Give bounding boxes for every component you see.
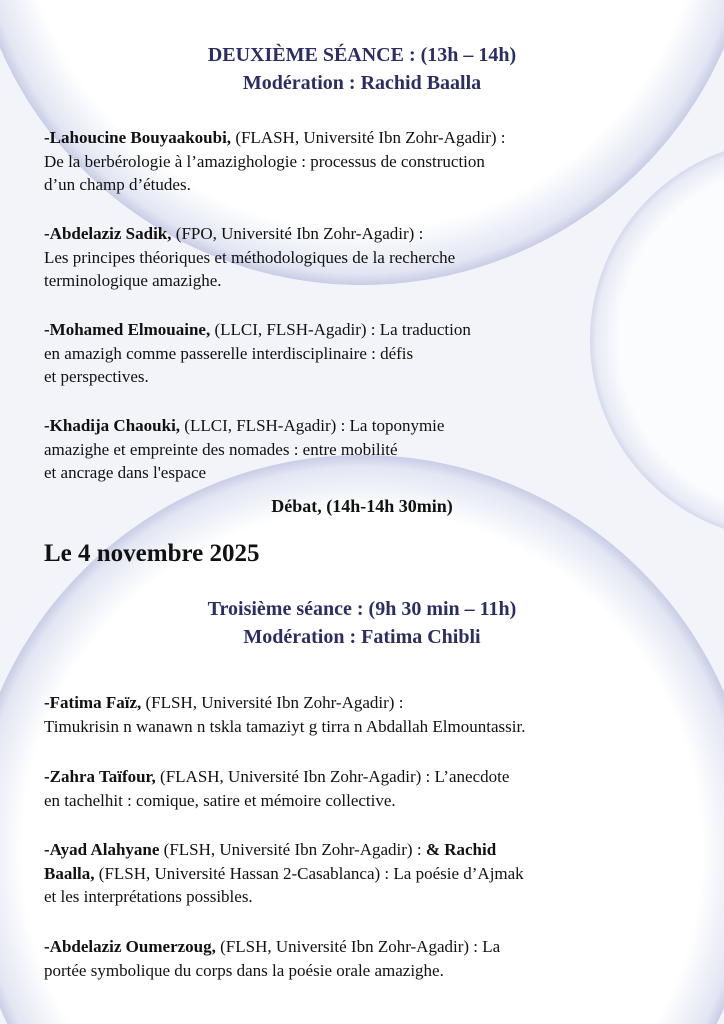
talk-bouyaakoubi (44, 126, 704, 197)
talk-title-line: De la berbérologie à l’amazighologie : processus de construction (44, 151, 485, 171)
session-2-moderation: Modération : Rachid Baalla (242, 72, 482, 94)
speaker-affiliation: (FLASH, Université Ibn Zohr-Agadir) : (231, 128, 506, 147)
talk-title-line: Les principes théoriques et méthodologiques de la recherche (44, 247, 456, 267)
talk-faiz (44, 691, 704, 738)
speaker-name-second-cont: Baalla, (44, 863, 95, 883)
talk-chaouki (44, 414, 704, 485)
speaker-affiliation: (FLSH, Université Ibn Zohr-Agadir) : La (215, 937, 501, 956)
debate-slot: Débat, (14h-14h 30min) (271, 496, 453, 516)
speaker-name: -Lahoucine Bouyaakoubi, (44, 128, 232, 147)
speaker-affiliation: (FLSH, Université Ibn Zohr-Agadir) : (141, 693, 404, 712)
talk-elmouaine (44, 318, 704, 389)
talk-sadik (44, 222, 704, 293)
speaker-name-second: & Rachid (425, 840, 497, 859)
session-3-moderation: Modération : Fatima Chibli (243, 626, 481, 648)
speaker-name: -Abdelaziz Oumerzoug, (44, 937, 216, 956)
speaker-affiliation: (FPO, Université Ibn Zohr-Agadir) : (171, 224, 424, 243)
talk-title-line: portée symbolique du corps dans la poésie orale amazighe. (44, 960, 444, 980)
talk-title-line: en amazigh comme passerelle interdisciplinaire : défis (44, 343, 414, 363)
speaker-affiliation: (LLCI, FLSH-Agadir) : La traduction (210, 320, 471, 339)
session-2-title: DEUXIÈME SÉANCE : (13h – 14h) (207, 44, 517, 66)
talk-title-line: et ancrage dans l'espace (44, 463, 207, 482)
talk-title-line: amazighe et empreinte des nomades : entre mobilité (44, 439, 398, 459)
speaker-name: -Mohamed Elmouaine, (44, 320, 211, 339)
talk-oumerzoug (44, 935, 704, 982)
speaker-affiliation: (LLCI, FLSH-Agadir) : La toponymie (180, 416, 445, 435)
talk-title-line: terminologique amazighe. (44, 271, 222, 290)
talk-title-line: d’un champ d’études. (44, 175, 191, 194)
speaker-affiliation: (FLSH, Université Ibn Zohr-Agadir) : (159, 840, 426, 859)
talk-alahyane-baalla (44, 838, 704, 909)
talk-title-line: (FLSH, Université Hassan 2-Casablanca) : La poésie d’Ajmak (94, 863, 524, 883)
talk-title-line: en tachelhit : comique, satire et mémoire collective. (44, 790, 396, 810)
speaker-name: -Khadija Chaouki, (44, 416, 181, 435)
talk-taifour (44, 765, 704, 812)
speaker-name: -Zahra Taïfour, (44, 767, 156, 786)
session-3-title: Troisième séance : (9h 30 min – 11h) (207, 598, 517, 620)
speaker-name: -Ayad Alahyane (44, 840, 160, 859)
speaker-name: -Abdelaziz Sadik, (44, 224, 172, 243)
talk-title-line: Timukrisin n wanawn n tskla tamaziyt g tirra n Abdallah Elmountassir. (44, 716, 526, 736)
speaker-name: -Fatima Faïz, (44, 693, 142, 712)
day-heading: Le 4 novembre 2025 (44, 540, 260, 567)
talk-title-line: et perspectives. (44, 367, 149, 386)
talk-title-line: et les interprétations possibles. (44, 887, 253, 906)
speaker-affiliation: (FLASH, Université Ibn Zohr-Agadir) : L’anecdote (155, 767, 510, 786)
